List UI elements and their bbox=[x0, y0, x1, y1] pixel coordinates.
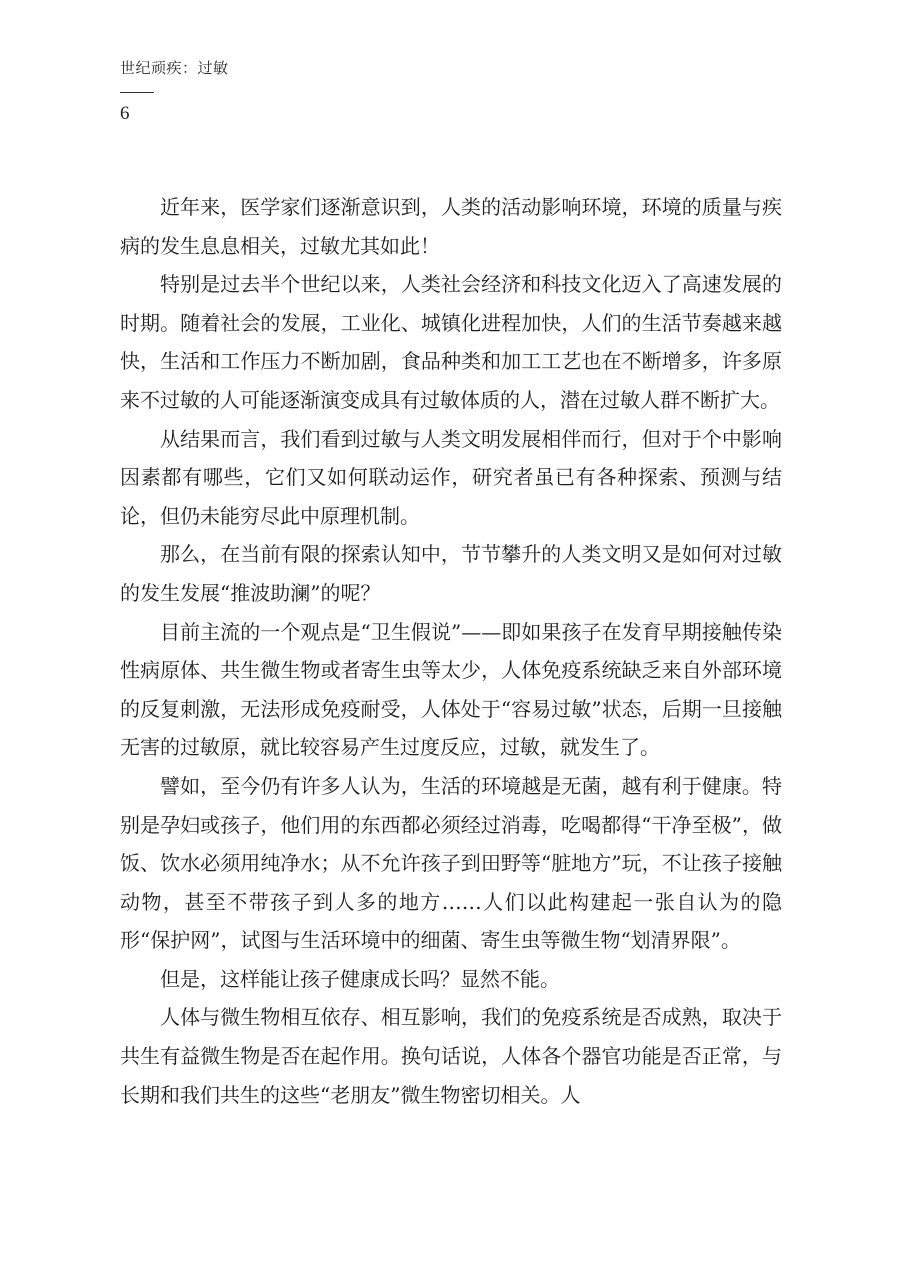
page-header bbox=[120, 58, 229, 125]
paragraph: 从结果而言，我们看到过敏与人类文明发展相伴而行，但对于个中影响因素都有哪些，它们又如何联动运作，研究者虽已有各种探索、预测与结论，但仍未能穷尽此中原理机制。 bbox=[120, 426, 782, 528]
paragraph: 近年来，医学家们逐渐意识到，人类的活动影响环境，环境的质量与疾病的发生息息相关，过敏尤其如此！ bbox=[120, 195, 782, 258]
running-title: 世纪顽疾：过敏 bbox=[120, 59, 229, 77]
paragraph: 目前主流的一个观点是“卫生假说”——即如果孩子在发育早期接触传染性病原体、共生微生物或者寄生虫等太少，人体免疫系统缺乏来自外部环境的反复刺激，无法形成免疫耐受，人体处于“容易过敏”状态，后期一旦接触无害的过敏原，就比较容易产生过度反应，过敏，就发生了。 bbox=[120, 619, 782, 760]
paragraph: 特别是过去半个世纪以来，人类社会经济和科技文化迈入了高速发展的时期。随着社会的发展，工业化、城镇化进程加快，人们的生活节奏越来越快，生活和工作压力不断加剧，食品种类和加工工艺也在不断增多，许多原来不过敏的人可能逐渐演变成具有过敏体质的人，潜在过敏人群不断扩大。 bbox=[120, 272, 782, 412]
body-text bbox=[120, 188, 782, 1114]
header-divider bbox=[120, 92, 154, 93]
paragraph: 那么，在当前有限的探索认知中，节节攀升的人类文明又是如何对过敏的发生发展“推波助澜”的呢？ bbox=[120, 542, 782, 605]
page-number: 6 bbox=[120, 103, 130, 124]
paragraph: 但是，这样能让孩子健康成长吗？显然不能。 bbox=[160, 966, 560, 991]
paragraph: 譬如，至今仍有许多人认为，生活的环境越是无菌，越有利于健康。特别是孕妇或孩子，他们用的东西都必须经过消毒，吃喝都得“干净至极”，做饭、饮水必须用纯净水；从不允许孩子到田野等“脏地方”玩，不让孩子接触动物，甚至不带孩子到人多的地方……人们以此构建起一张自认为的隐形“保护网”，试图与生活环境中的细菌、寄生虫等微生物“划清界限”。 bbox=[120, 773, 782, 953]
paragraph: 人体与微生物相互依存、相互影响，我们的免疫系统是否成熟，取决于共生有益微生物是否在起作用。换句话说，人体各个器官功能是否正常，与长期和我们共生的这些“老朋友”微生物密切相关。人 bbox=[120, 1005, 782, 1107]
